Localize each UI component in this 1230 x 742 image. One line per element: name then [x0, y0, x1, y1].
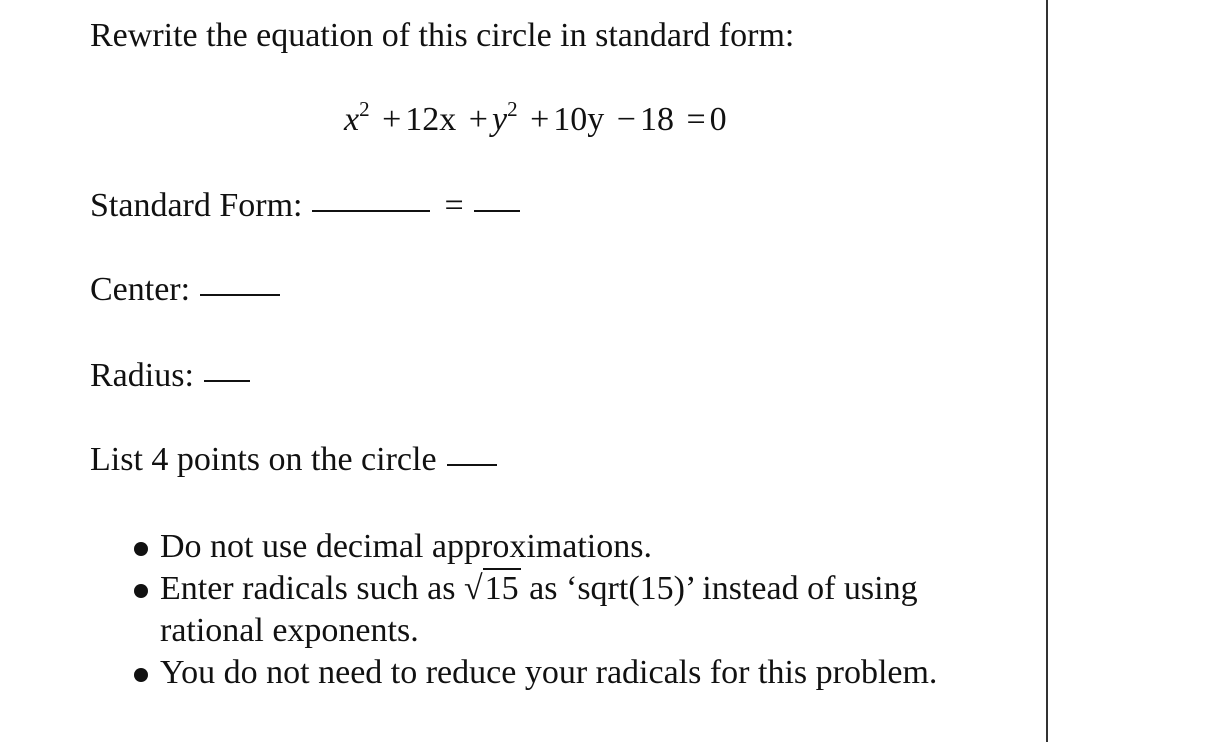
- eq-constant: 18: [639, 101, 674, 138]
- center-label: Center:: [90, 271, 191, 308]
- points-input[interactable]: [447, 463, 497, 466]
- eq-plus-3: +: [530, 101, 550, 138]
- eq-rhs: 0: [709, 101, 727, 138]
- page-right-border: [1046, 0, 1048, 742]
- instruction-text-1: Do not use decimal approximations.: [160, 528, 652, 565]
- radicand: 15: [484, 570, 519, 607]
- center-row: [90, 270, 280, 310]
- instruction-text-3: You do not need to reduce your radicals for this problem.: [160, 654, 938, 691]
- radius-row: [90, 356, 250, 396]
- eq-y-var: y: [491, 101, 508, 138]
- eq-y-coef: 10y: [553, 101, 605, 138]
- sqrt-15-expression: [464, 568, 521, 610]
- standard-form-equals: =: [444, 187, 464, 224]
- standard-form-row: [90, 186, 520, 226]
- eq-x-var: x: [344, 101, 360, 138]
- instruction-list: [132, 526, 1022, 694]
- standard-form-rhs-input[interactable]: [474, 209, 520, 212]
- radical-sign-icon: √: [464, 570, 483, 607]
- eq-x-exponent: 2: [359, 97, 370, 121]
- points-label: List 4 points on the circle: [90, 441, 437, 478]
- eq-y-exponent: 2: [507, 97, 518, 121]
- circle-equation: [344, 97, 727, 140]
- eq-equals: =: [686, 101, 706, 138]
- standard-form-lhs-input[interactable]: [312, 209, 430, 212]
- eq-minus: −: [616, 101, 636, 138]
- eq-x-coef: 12x: [405, 101, 457, 138]
- instruction-text-2-post: as ‘sqrt(15)’ instead of using rational exponents.: [160, 570, 918, 649]
- points-row: [90, 440, 497, 480]
- instruction-item: [132, 526, 1022, 568]
- center-input[interactable]: [200, 293, 280, 296]
- eq-plus-2: +: [468, 101, 488, 138]
- radius-label: Radius:: [90, 357, 194, 394]
- instruction-item: [132, 652, 1022, 694]
- standard-form-label: Standard Form:: [90, 187, 303, 224]
- instruction-text-2-pre: Enter radicals such as: [160, 570, 456, 607]
- problem-prompt: Rewrite the equation of this circle in standard form:: [90, 17, 795, 54]
- radius-input[interactable]: [204, 379, 250, 382]
- instruction-item: [132, 568, 1022, 652]
- eq-plus-1: +: [382, 101, 402, 138]
